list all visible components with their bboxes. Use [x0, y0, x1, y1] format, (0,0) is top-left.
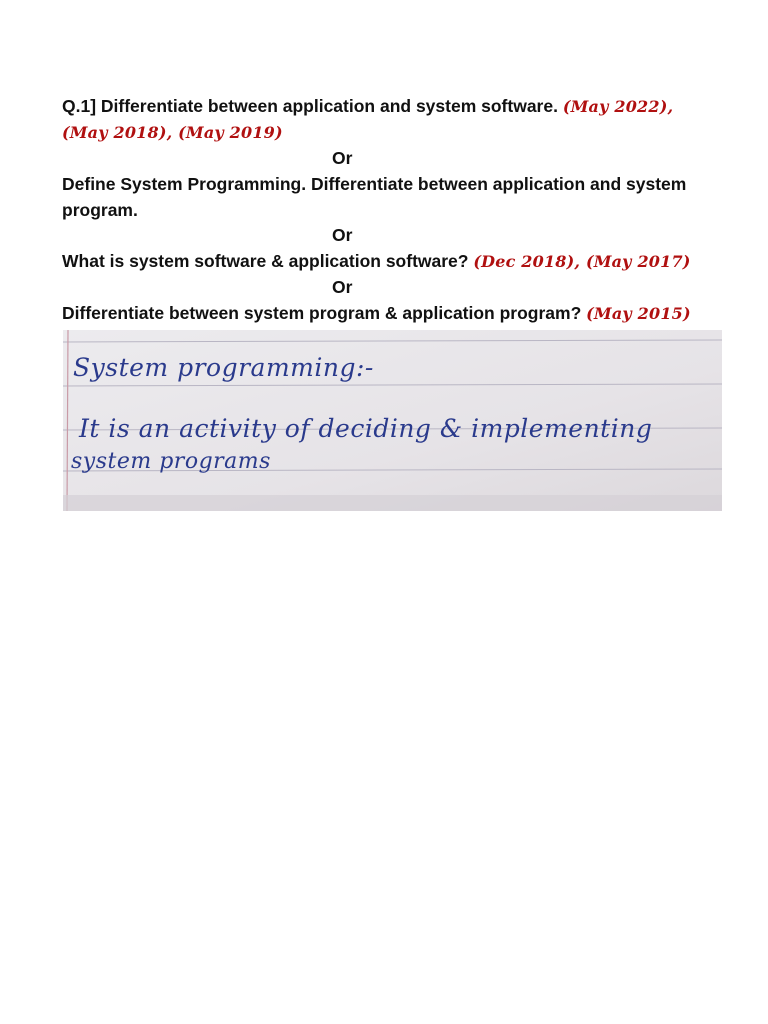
exam-date-tag: (May 2022), [562, 97, 674, 116]
question-line-5 [62, 250, 752, 273]
question-line-1 [62, 95, 752, 118]
question-line-3 [62, 173, 752, 195]
exam-date-tag: (May 2018), (May 2019) [62, 123, 283, 142]
exam-date-tag: (May 2015) [586, 304, 691, 323]
exam-date-tag: (Dec 2018), (May 2017) [473, 252, 691, 271]
question-text: Differentiate between system program & application program? [62, 303, 582, 323]
question-text: Q.1] Differentiate between application and system software. [62, 96, 558, 116]
or-separator: Or [332, 277, 353, 297]
handwritten-heading: System programming:- [73, 353, 374, 382]
handwritten-line-2: system programs [71, 449, 271, 474]
question-text: What is system software & application software? [62, 251, 469, 271]
question-line-4 [62, 199, 752, 221]
notebook-photo [63, 330, 722, 511]
question-line-6 [62, 302, 752, 325]
question-text: program. [62, 200, 138, 220]
or-separator: Or [332, 225, 353, 245]
question-text: Define System Programming. Differentiate between application and system [62, 174, 687, 194]
or-separator: Or [332, 148, 353, 168]
handwritten-line-1: It is an activity of deciding & implementing [79, 414, 653, 443]
question-line-2 [62, 121, 752, 144]
